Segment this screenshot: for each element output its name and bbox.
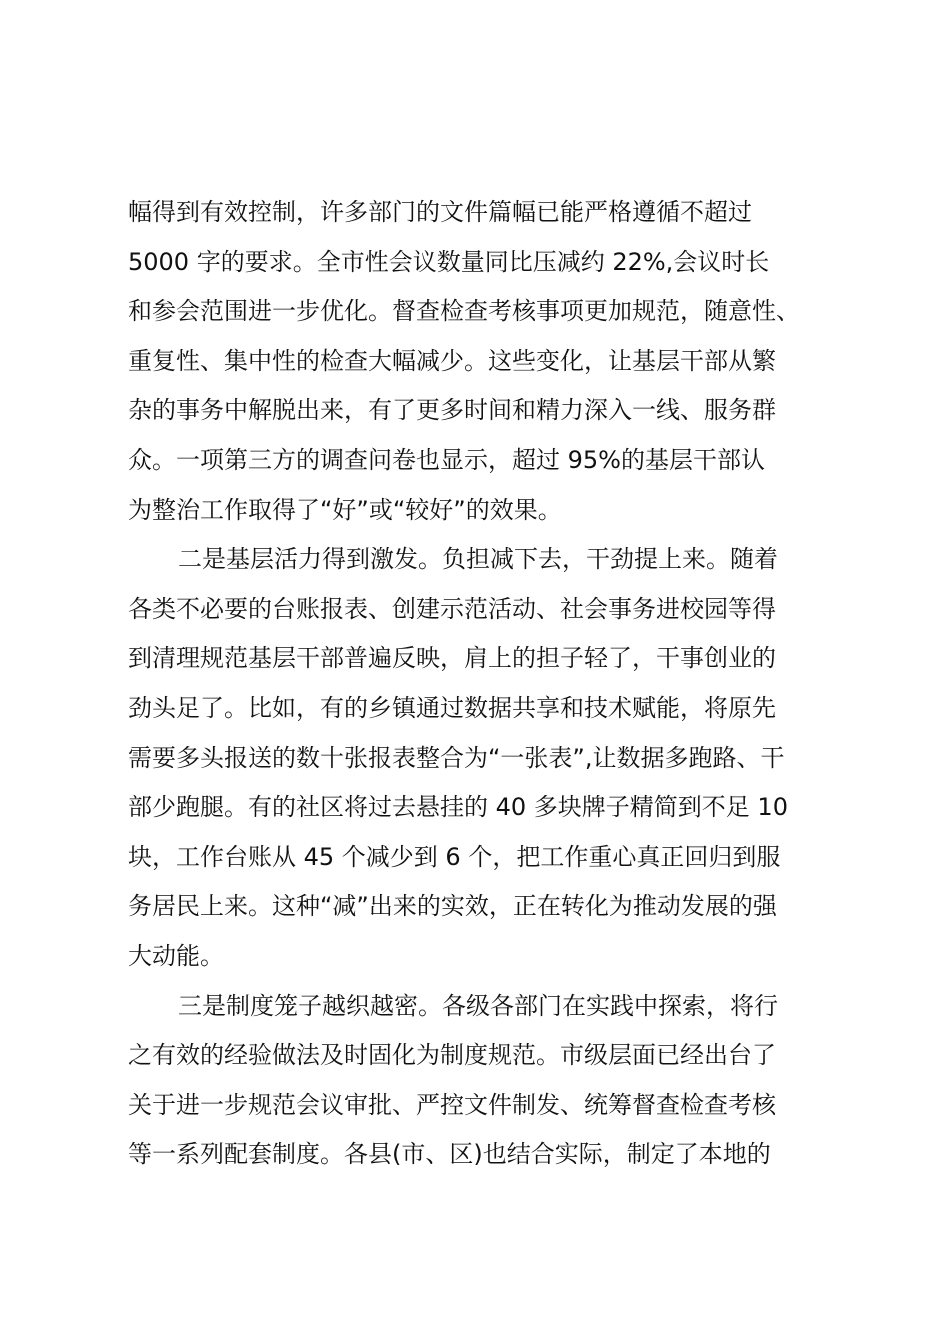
text-line: 杂的事务中解脱出来，有了更多时间和精力深入一线、服务群 [128, 396, 776, 425]
text-line-indented: 三是制度笼子越织越密。各级各部门在实践中探索，将行 [178, 991, 778, 1020]
text-line: 劲头足了。比如，有的乡镇通过数据共享和技术赋能，将原先 [128, 693, 776, 722]
text-line: 大动能。 [128, 941, 224, 970]
text-line: 各类不必要的台账报表、创建示范活动、社会事务进校园等得 [128, 594, 776, 623]
text-line: 务居民上来。这种“减”出来的实效，正在转化为推动发展的强 [128, 892, 777, 921]
document-body [128, 188, 828, 1180]
text-line: 众。一项第三方的调查问卷也显示，超过 95%的基层干部认 [128, 445, 765, 474]
text-line: 需要多头报送的数十张报表整合为“一张表”,让数据多跑路、干 [128, 743, 785, 772]
text-line: 重复性、集中性的检查大幅减少。这些变化，让基层干部从繁 [128, 346, 776, 375]
paragraph-1 [128, 188, 828, 535]
text-line: 部少跑腿。有的社区将过去悬挂的 40 多块牌子精简到不足 10 [128, 793, 788, 822]
text-line: 到清理规范基层干部普遍反映，肩上的担子轻了，干事创业的 [128, 644, 776, 673]
text-line: 块，工作台账从 45 个减少到 6 个，把工作重心真正回归到服 [128, 842, 781, 871]
text-line: 和参会范围进一步优化。督查检查考核事项更加规范，随意性、 [128, 297, 800, 326]
text-line: 等一系列配套制度。各县(市、区)也结合实际，制定了本地的 [128, 1140, 771, 1169]
text-line: 5000 字的要求。全市性会议数量同比压减约 22%,会议时长 [128, 247, 770, 276]
paragraph-2 [128, 535, 828, 981]
text-line-indented: 二是基层活力得到激发。负担减下去，干劲提上来。随着 [178, 545, 778, 574]
paragraph-3 [128, 982, 828, 1180]
text-line: 为整治工作取得了“好”或“较好”的效果。 [128, 495, 562, 524]
text-line: 关于进一步规范会议审批、严控文件制发、统筹督查检查考核 [128, 1090, 776, 1119]
text-line: 之有效的经验做法及时固化为制度规范。市级层面已经出台了 [128, 1041, 776, 1070]
text-line: 幅得到有效控制，许多部门的文件篇幅已能严格遵循不超过 [128, 198, 752, 226]
